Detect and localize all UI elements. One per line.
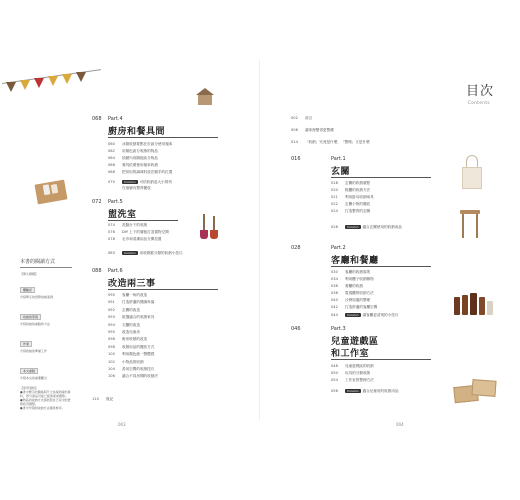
part-rule	[331, 177, 431, 178]
toc-entry-page: 102	[108, 359, 115, 364]
toc-entry-page: 100	[108, 352, 115, 357]
toc-entry[interactable]	[108, 352, 154, 356]
toc-entry-page: 066	[108, 163, 115, 167]
usage-notes-label: 【使用須知】	[20, 386, 39, 390]
toc-entry-page: 070	[108, 180, 115, 184]
toc-entry-page: 095	[108, 330, 115, 334]
toc-entry-text: 玄關的改造	[122, 307, 140, 312]
toc-entry[interactable]	[331, 209, 370, 213]
toc-entry-page: 020	[331, 188, 338, 192]
toc-entry-page: 034	[331, 277, 338, 281]
toc-entry[interactable]	[108, 374, 158, 378]
toc-entry-text: 餐廳的收納	[345, 284, 363, 288]
usage-note: ●物品的收納方式請依照自己家中的實際狀況調整。	[20, 398, 71, 406]
toc-entry[interactable]	[108, 293, 147, 297]
part-label: Part.4	[108, 116, 123, 122]
toc-entry-page: 074	[108, 223, 115, 227]
part-title: 廚房和餐具間	[108, 127, 166, 137]
toc-entry-text: 前言	[305, 116, 313, 120]
toc-entry[interactable]	[331, 195, 374, 199]
toc-entry[interactable]	[108, 237, 162, 241]
part-rule	[331, 359, 431, 360]
wooden-crates-photo	[452, 376, 498, 404]
toc-entry-page: 083	[108, 251, 115, 255]
toc-entry-page: 002	[291, 116, 298, 120]
toc-entry-text: 利用顏色統一整體感	[122, 352, 155, 357]
toc-entry-text: 後記	[106, 397, 114, 401]
toc-entry[interactable]	[291, 128, 334, 132]
toc-entry-page: 054	[331, 378, 338, 382]
usage-note: ●書中標示的價格與尺寸為採訪時的資料，部分商品可能已經停產或調整。	[20, 390, 71, 398]
bottle	[454, 297, 460, 315]
toc-entry-page: 062	[108, 149, 115, 153]
reading-guide-rule	[20, 267, 72, 268]
tool-blade	[210, 230, 218, 239]
contents-subtitle: Contents	[468, 100, 490, 105]
toc-entry-text: 讓客廳更清爽的小技巧	[362, 313, 399, 317]
toc-entry-text: 「收納」究竟是什麼，「整理」又是什麼	[305, 140, 370, 144]
legend-caption: 介紹收納的準備工作	[20, 349, 48, 353]
bottle	[470, 293, 477, 315]
toc-column-entry[interactable]	[108, 251, 183, 255]
part-title: 兒童遊戲區	[331, 337, 379, 347]
bunting-flag	[34, 78, 44, 88]
legend-caption: 介紹收納的重點和方法	[20, 322, 51, 326]
toc-entry-page: 044	[331, 313, 338, 317]
bag-body	[462, 167, 482, 189]
toc-entry[interactable]	[331, 378, 374, 382]
toc-entry-page: 096	[108, 337, 115, 342]
legend-chip: 體驗記	[20, 287, 35, 293]
house-icon	[198, 95, 212, 105]
toc-entry-text: DIY 上下的層板打造置物空間	[122, 230, 169, 234]
toc-entry-page: 006	[291, 128, 298, 132]
bottles-photo	[454, 293, 494, 317]
bunting-flag	[20, 80, 30, 90]
toc-entry-text: 利用掛勾收納雨具	[345, 195, 374, 199]
left-folio: 003	[118, 422, 126, 427]
toc-entry-page: 050	[331, 371, 338, 375]
toc-entry-page: 093	[108, 315, 115, 320]
toc-entry-text: 抽屜內用隔板區分物品	[122, 156, 158, 160]
legend-marker-label: 【單元標題】	[20, 272, 39, 276]
toc-entry-text: 適合兒童房的收納用品	[362, 389, 399, 393]
toc-entry-text: 客廳的收納原則	[345, 270, 371, 274]
part-page-number: 088	[92, 268, 102, 274]
toc-entry-page: 104	[108, 367, 115, 371]
part-title-line2: 和工作室	[331, 349, 370, 359]
toc-entry[interactable]	[331, 298, 370, 302]
toc-entry-text: 適合玄關使用的收納用品	[362, 225, 403, 229]
toc-entry-page: 024	[331, 209, 338, 213]
box-jar	[51, 184, 58, 194]
reading-guide	[20, 258, 72, 410]
part-page-number: 016	[291, 156, 301, 162]
toc-entry-text: 適合不同房間的收納法	[122, 374, 158, 379]
part-rule	[108, 289, 218, 290]
legend-chip: 作業	[20, 341, 32, 347]
part-rule	[108, 137, 218, 138]
toc-entry-page: 078	[108, 237, 115, 241]
column-badge: Column	[124, 251, 136, 255]
toc-entry-page: 014	[291, 140, 298, 144]
toc-entry[interactable]	[331, 181, 370, 185]
toc-entry-text: 餐具依照使用頻率收納	[122, 163, 158, 167]
toc-entry-page: 042	[331, 305, 338, 309]
reading-guide-title: 本書的閱讀方式	[20, 259, 56, 265]
bunting-flag	[6, 82, 16, 92]
toc-entry[interactable]	[108, 300, 154, 304]
page-spine	[259, 60, 260, 420]
toc-entry-text: 廚房收納的改造	[122, 337, 148, 342]
tote-bag-photo	[460, 155, 482, 189]
right-folio: 004	[396, 422, 404, 427]
toc-entry-page: 110	[92, 397, 99, 401]
tool-blade	[200, 230, 208, 239]
box-jar	[43, 184, 51, 195]
toc-entry-page: 018	[331, 181, 338, 185]
toc-entry-page: 064	[108, 156, 115, 160]
toc-entry[interactable]	[108, 345, 154, 349]
toc-entry[interactable]	[108, 223, 147, 227]
toc-entry-text: 善用空間的收納技巧	[122, 367, 155, 371]
toc-column-entry[interactable]	[108, 180, 172, 184]
column-badge: Column	[124, 180, 136, 184]
usage-note: ●書中介紹的收納方法僅供參考。	[20, 406, 65, 410]
toc-entry-page: 036	[331, 284, 338, 288]
toc-entry-page: 030	[331, 270, 338, 274]
toc-entry[interactable]	[331, 202, 370, 206]
column-badge: Column	[347, 313, 359, 317]
part-page-number: 068	[92, 116, 102, 122]
toc-entry-page: 098	[108, 344, 115, 349]
toc-entry-page: 076	[108, 230, 115, 234]
bottle	[462, 295, 468, 315]
bunting-flag	[76, 72, 86, 82]
toc-entry[interactable]	[108, 170, 172, 174]
toc-entry-text: 利用櫃子收納雜物	[345, 277, 374, 281]
stool-photo	[460, 210, 480, 240]
part-label: Part.6	[108, 268, 123, 274]
toc-entry-text: 用顏色區分收納的物品	[122, 149, 158, 153]
toc-entry-text: 兒童遊戲區的收納	[345, 364, 374, 368]
toc-entry-text: 電視櫃的收納方法	[345, 291, 374, 295]
toc-column-entry[interactable]	[331, 313, 398, 317]
part-page-number: 046	[291, 326, 301, 332]
part-rule	[108, 220, 178, 221]
toc-entry-page: 068	[108, 170, 115, 174]
garden-tools-photo	[198, 214, 220, 242]
toc-entry[interactable]	[331, 371, 370, 375]
stool-leg	[476, 214, 478, 238]
toc-entry-text: 打造舒適的閱讀角落	[122, 300, 155, 305]
part-rule	[331, 266, 431, 267]
toc-entry[interactable]	[108, 323, 140, 327]
toc-entry[interactable]	[331, 277, 374, 281]
toc-entry-text: 工作室的整理方法	[345, 378, 374, 382]
toc-column-entry[interactable]	[92, 397, 113, 401]
column-badge: Column	[347, 389, 359, 393]
legend-caption: 介紹單元的實際收納案例	[20, 295, 54, 299]
toc-entry[interactable]	[291, 116, 312, 120]
toc-entry-page: 040	[331, 298, 338, 302]
part-title: 客廳和餐廳	[331, 256, 379, 266]
part-label: Part.3	[331, 326, 346, 332]
bunting-decoration	[0, 70, 110, 100]
toc-entry[interactable]	[331, 188, 370, 192]
toc-entry-text: 收納用品的擺放方式	[122, 344, 155, 349]
toc-entry-subtext: 在抽屜內整齊擺放	[122, 186, 151, 190]
legend-chip: 本文重點	[20, 368, 38, 374]
part-label: Part.5	[108, 199, 123, 205]
toc-entry-page: 048	[331, 364, 338, 368]
toc-entry[interactable]	[108, 360, 144, 364]
toc-entry-page: 022	[331, 202, 338, 206]
toc-entry-text: 沙發周邊的整理	[345, 298, 371, 302]
toc-entry[interactable]	[108, 142, 172, 146]
toc-entry[interactable]	[331, 305, 377, 309]
toc-entry[interactable]	[108, 337, 147, 341]
toc-entry-text: 玩具的分類收納	[345, 371, 371, 375]
toc-entry[interactable]	[108, 308, 140, 312]
contents-title: 目次	[466, 84, 495, 99]
toc-entry[interactable]	[108, 330, 140, 334]
toc-entry-text: 玄關小物的擺放	[345, 202, 371, 206]
bunting-flag	[62, 74, 72, 84]
toc-entry-page: 026	[331, 225, 338, 229]
toc-entry-page: 106	[108, 374, 115, 379]
toc-entry-text: 鞋櫃的收納方法	[345, 188, 371, 192]
toc-entry-text: 打造整齊的玄關	[345, 209, 371, 213]
toc-entry-text: 讓家裡變得更整潔	[305, 128, 334, 132]
toc-entry[interactable]	[108, 163, 158, 167]
toc-entry-text: 把常用的調味料放在順手的位置	[122, 170, 173, 174]
stool-leg	[462, 214, 464, 238]
bottle	[487, 301, 493, 315]
toc-entry-text: 冰箱收納要點在於區分使用頻率	[122, 142, 173, 146]
toc-entry-text: 用收納籃分類的收納小技巧	[139, 251, 183, 255]
toc-entry-page: 060	[108, 142, 115, 146]
toc-entry[interactable]	[108, 367, 154, 371]
toc-entry-page: 038	[331, 291, 338, 295]
toc-column-sub	[122, 186, 151, 190]
toc-entry-text: 衣櫃的改造	[122, 322, 140, 327]
toc-entry-page: 021	[331, 195, 338, 199]
toc-entry-text: 客廳一角的改造	[122, 293, 148, 297]
column-badge: Column	[347, 225, 359, 229]
toc-entry[interactable]	[108, 230, 169, 234]
part-title: 玄關	[331, 167, 351, 177]
part-title: 盥洗室	[108, 210, 137, 220]
toc-column-entry[interactable]	[331, 389, 398, 393]
toc-entry[interactable]	[331, 291, 374, 295]
toc-entry-text: 可依收納盒大小排列	[139, 180, 172, 184]
toc-entry-page: 094	[108, 322, 115, 327]
toc-entry-page: 091	[108, 300, 115, 305]
part-page-number: 072	[92, 199, 102, 205]
toc-entry-text: 小物品的收納	[122, 359, 144, 364]
toc-entry-page: 090	[108, 293, 115, 297]
toc-entry-page: 092	[108, 307, 115, 312]
toc-entry[interactable]	[291, 140, 370, 144]
toc-entry-text: 毛巾和清潔用品分開放置	[122, 237, 162, 241]
part-title: 改造兩三事	[108, 279, 156, 289]
toc-entry-page: 056	[331, 389, 338, 393]
part-label: Part.1	[331, 156, 346, 162]
toc-entry[interactable]	[331, 364, 374, 368]
toc-entry[interactable]	[108, 149, 158, 153]
toc-entry-text: 洗臉台下的收納	[122, 223, 148, 227]
toc-entry-text: 改造兒童房	[122, 330, 140, 334]
toc-entry[interactable]	[331, 284, 363, 288]
toc-entry-text: 打造舒適的客廳空間	[345, 305, 378, 309]
part-label: Part.2	[331, 245, 346, 251]
bottle	[479, 297, 485, 315]
toc-entry[interactable]	[108, 156, 158, 160]
toc-column-entry[interactable]	[331, 225, 402, 229]
toc-entry-text: 挑選適合的收納家具	[122, 315, 155, 320]
toc-entry-text: 玄關的收納重點	[345, 181, 371, 185]
part-page-number: 028	[291, 245, 301, 251]
crate	[471, 379, 496, 397]
bunting-flag	[48, 76, 58, 86]
toc-entry[interactable]	[108, 315, 154, 319]
wooden-box-photo	[34, 180, 67, 205]
legend-caption: 介紹本文的重要觀念	[20, 376, 48, 380]
legend-chip: 收納的原則	[20, 314, 41, 320]
toc-entry[interactable]	[331, 270, 370, 274]
